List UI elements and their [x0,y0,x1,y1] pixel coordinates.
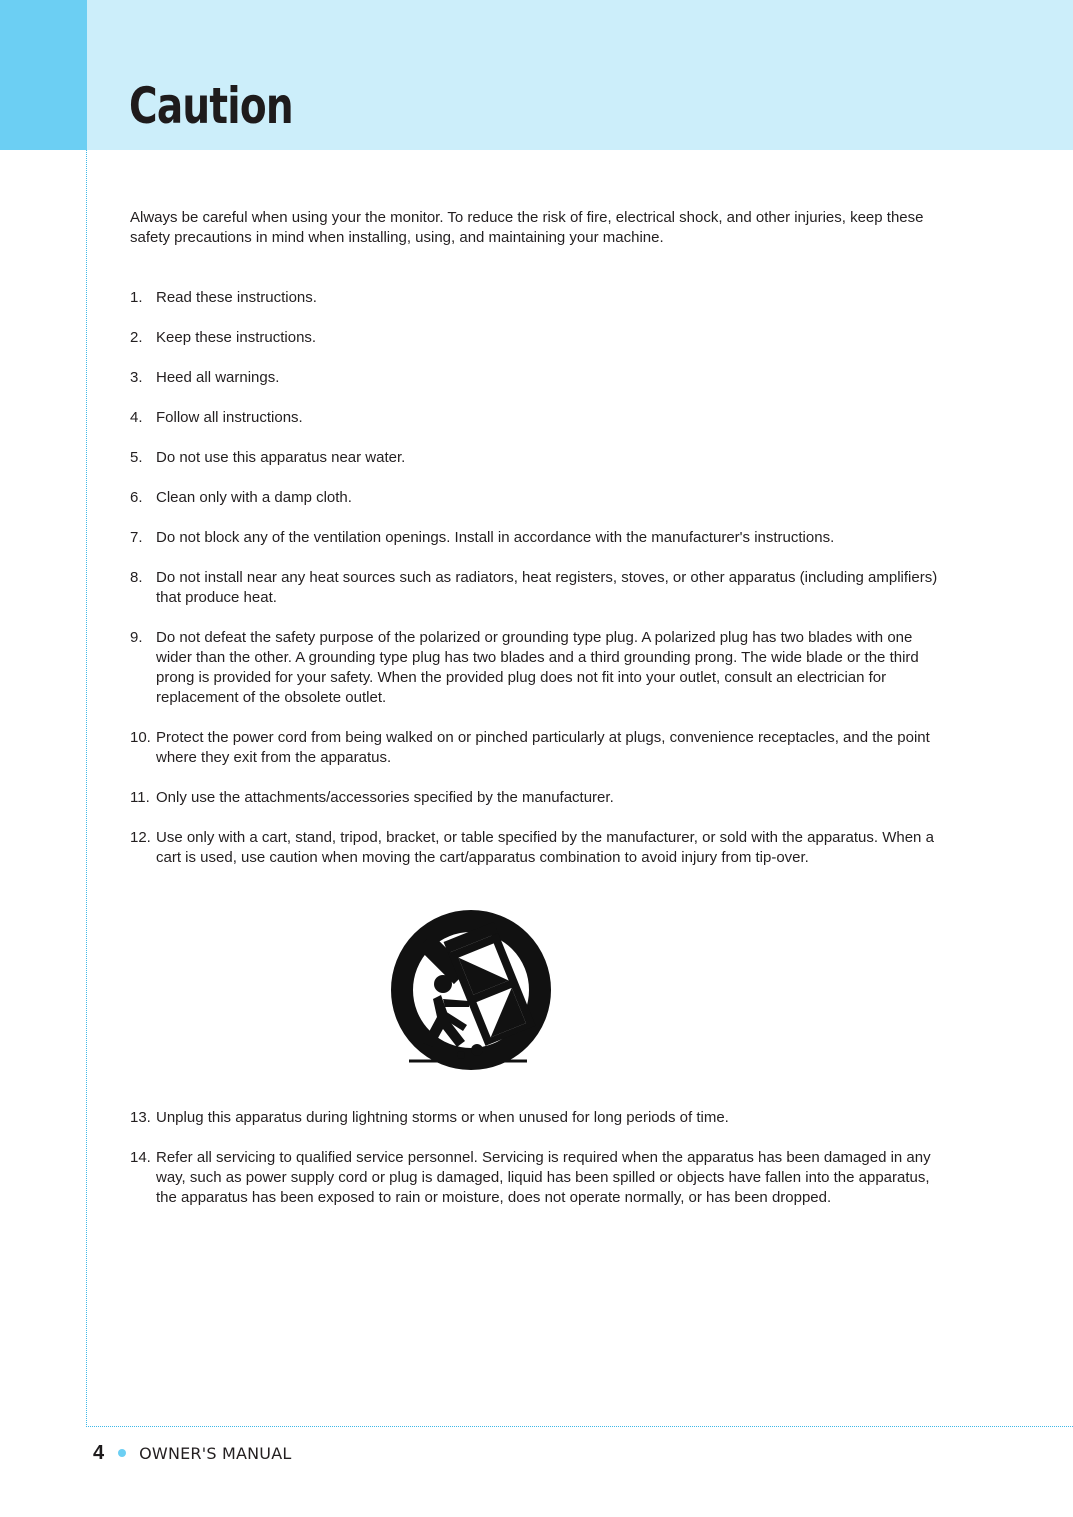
item-number: 7. [130,529,143,546]
item-number: 2. [130,329,143,346]
list-item [130,288,950,308]
item-number: 3. [130,369,143,386]
item-text: Use only with a cart, stand, tripod, bracket, or table specified by the manufacturer, or sold with the apparatus. When a cart is used, use caution when moving the cart/apparatus combination to avoid injury from tip-over. [156,829,934,866]
item-text: Read these instructions. [156,289,317,306]
list-item [130,628,950,708]
item-text: Do not defeat the safety purpose of the polarized or grounding type plug. A polarized plug has two blades with one wider than the other. A grounding type plug has two blades and a third grounding prong. The wide blade or the third prong is provided for your safety. When the provided plug does not fit into your outlet, consult an electrician for replacement of the obsolete outlet. [156,629,919,706]
list-item [130,828,950,868]
list-item [130,1108,950,1128]
intro-paragraph: Always be careful when using your the monitor. To reduce the risk of fire, electrical shock, and other injuries, keep these safety precautions in mind when installing, using, and maintaining your machine. [130,209,924,246]
list-item [130,408,950,428]
instruction-list [130,288,950,888]
item-text: Do not use this apparatus near water. [156,449,406,466]
bottom-dotted-rule [86,1426,1073,1427]
item-number: 12. [130,829,151,846]
item-text: Follow all instructions. [156,409,303,426]
item-number: 1. [130,289,143,306]
item-number: 4. [130,409,143,426]
page-footer [93,1440,291,1466]
item-number: 8. [130,569,143,586]
item-number: 13. [130,1109,151,1126]
list-item [130,528,950,548]
list-item [130,1148,950,1208]
instruction-list-continued [130,1108,950,1228]
cart-tip-over-warning-icon [385,905,557,1077]
page-title: Caution [129,77,293,135]
item-number: 5. [130,449,143,466]
item-text: Do not install near any heat sources such as radiators, heat registers, stoves, or other apparatus (including amplifiers) that produce heat. [156,569,938,606]
item-number: 11. [130,789,150,806]
bullet-dot-icon [118,1449,126,1457]
item-text: Unplug this apparatus during lightning storms or when unused for long periods of time. [156,1109,729,1126]
list-item [130,728,950,768]
item-text: Heed all warnings. [156,369,280,386]
left-dotted-rule [86,150,87,1427]
item-number: 6. [130,489,143,506]
item-text: Clean only with a damp cloth. [156,489,352,506]
item-number: 9. [130,629,143,646]
list-item [130,568,950,608]
item-text: Refer all servicing to qualified service personnel. Servicing is required when the apparatus has been damaged in any way, such as power supply cord or plug is damaged, liquid has been spilled or objects have fallen into the apparatus, the apparatus has been exposed to rain or moisture, does not operate normally, or has been dropped. [156,1149,931,1206]
item-number: 10. [130,729,151,746]
item-number: 14. [130,1149,151,1166]
header-accent-bar [0,0,87,150]
list-item [130,788,950,808]
page-number: 4 [93,1441,105,1464]
item-text: Only use the attachments/accessories specified by the manufacturer. [156,789,614,806]
footer-label: OWNER'S MANUAL [139,1443,292,1463]
list-item [130,328,950,348]
list-item [130,368,950,388]
list-item [130,488,950,508]
item-text: Protect the power cord from being walked on or pinched particularly at plugs, convenience receptacles, and the point where they exit from the apparatus. [156,729,930,766]
item-text: Do not block any of the ventilation openings. Install in accordance with the manufacturer's instructions. [156,529,835,546]
item-text: Keep these instructions. [156,329,317,346]
list-item [130,448,950,468]
